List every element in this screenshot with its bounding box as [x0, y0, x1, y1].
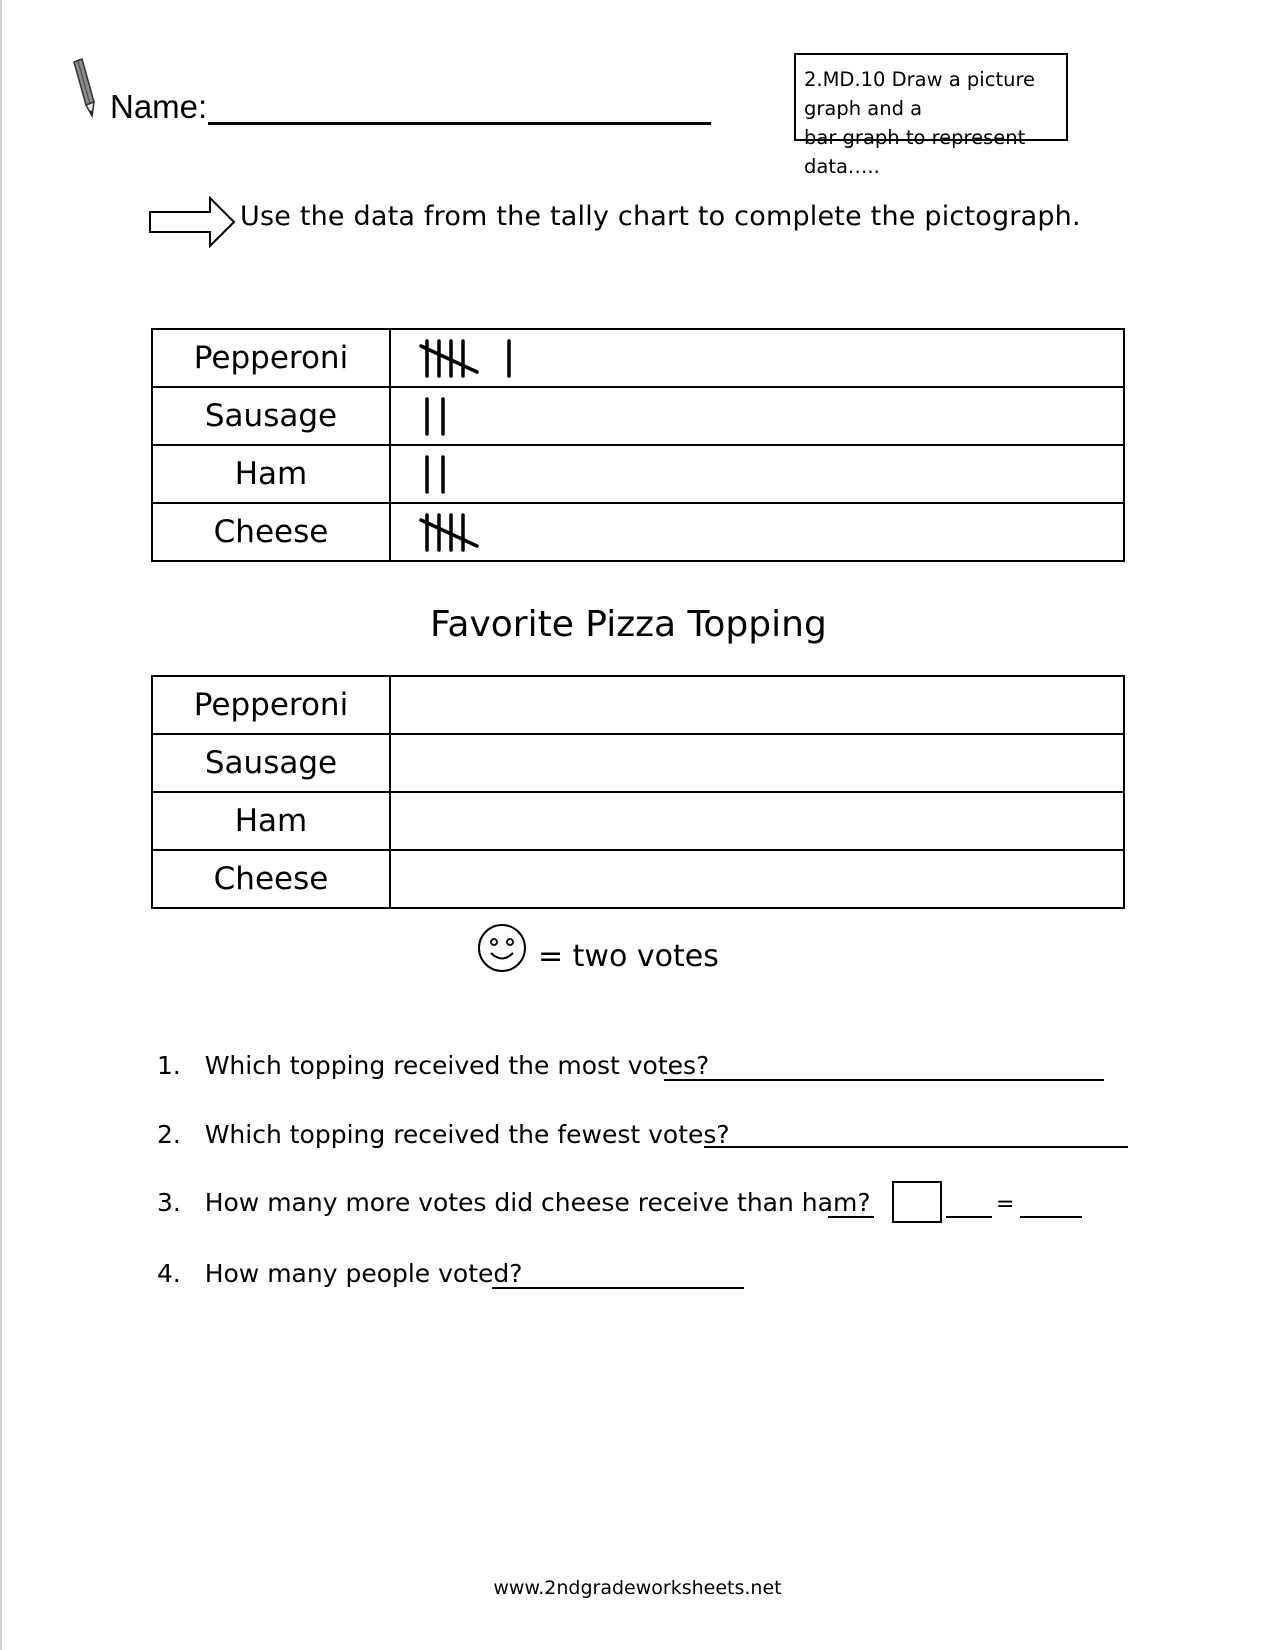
standard-line-1: 2.MD.10 Draw a picture graph and a: [804, 68, 1036, 120]
tally-label: Pepperoni: [152, 329, 390, 387]
table-row: [152, 445, 1124, 503]
tally-chart: [151, 328, 1125, 562]
table-row: [152, 503, 1124, 561]
question-3: [157, 1188, 871, 1217]
answer-line[interactable]: [664, 1079, 1104, 1081]
instruction-text: Use the data from the tally chart to complete the pictograph.: [240, 201, 1081, 232]
standard-box: [794, 53, 1068, 178]
pictograph-key-text: = two votes: [538, 939, 719, 974]
answer-line[interactable]: [492, 1287, 744, 1289]
name-field[interactable]: [208, 122, 711, 125]
pictograph-label: Ham: [152, 792, 390, 850]
tally-marks-cell: [390, 329, 1124, 387]
smiley-face-icon: [476, 922, 528, 974]
footer-url[interactable]: www.2ndgradeworksheets.net: [493, 1577, 782, 1599]
answer-line[interactable]: [946, 1216, 992, 1218]
question-4: [157, 1259, 523, 1288]
tally-marks-icon: [419, 454, 479, 494]
tally-marks-cell: [390, 387, 1124, 445]
question-text: How many people voted?: [204, 1259, 523, 1288]
operator-box[interactable]: [892, 1181, 942, 1223]
tally-marks-icon: [419, 396, 479, 436]
page-edge: [0, 0, 2, 1650]
question-text: Which topping received the most votes?: [204, 1051, 710, 1080]
question-text: How many more votes did cheese receive than ham?: [204, 1188, 871, 1217]
question-number: 2.: [157, 1120, 181, 1149]
question-text: Which topping received the fewest votes?: [204, 1120, 730, 1149]
question-1: [157, 1051, 709, 1080]
table-row: [152, 329, 1124, 387]
arrow-right-icon: [148, 196, 236, 248]
question-number: 1.: [157, 1051, 181, 1080]
pictograph-title: Favorite Pizza Topping: [430, 604, 827, 645]
tally-label: Cheese: [152, 503, 390, 561]
table-row: [152, 387, 1124, 445]
tally-marks-icon: [419, 512, 489, 552]
tally-marks-icon: [419, 338, 529, 378]
answer-line[interactable]: [704, 1146, 1128, 1148]
equals-sign: =: [996, 1192, 1015, 1217]
table-row: [152, 676, 1124, 734]
pencil-icon: [70, 58, 98, 120]
tally-label: Ham: [152, 445, 390, 503]
tally-marks-cell: [390, 445, 1124, 503]
pictograph-table: [151, 675, 1125, 909]
pictograph-answer-cell[interactable]: [390, 676, 1124, 734]
answer-line[interactable]: [828, 1216, 874, 1218]
pictograph-label: Pepperoni: [152, 676, 390, 734]
answer-line[interactable]: [1020, 1216, 1082, 1218]
pictograph-answer-cell[interactable]: [390, 734, 1124, 792]
table-row: [152, 850, 1124, 908]
tally-label: Sausage: [152, 387, 390, 445]
question-2: [157, 1120, 730, 1149]
name-label: Name:: [110, 88, 208, 125]
pictograph-label: Sausage: [152, 734, 390, 792]
pictograph-answer-cell[interactable]: [390, 792, 1124, 850]
pictograph-answer-cell[interactable]: [390, 850, 1124, 908]
table-row: [152, 734, 1124, 792]
pictograph-label: Cheese: [152, 850, 390, 908]
standard-line-2: bar graph to represent data…..: [804, 126, 1026, 178]
table-row: [152, 792, 1124, 850]
question-number: 3.: [157, 1188, 181, 1217]
tally-marks-cell: [390, 503, 1124, 561]
question-number: 4.: [157, 1259, 181, 1288]
